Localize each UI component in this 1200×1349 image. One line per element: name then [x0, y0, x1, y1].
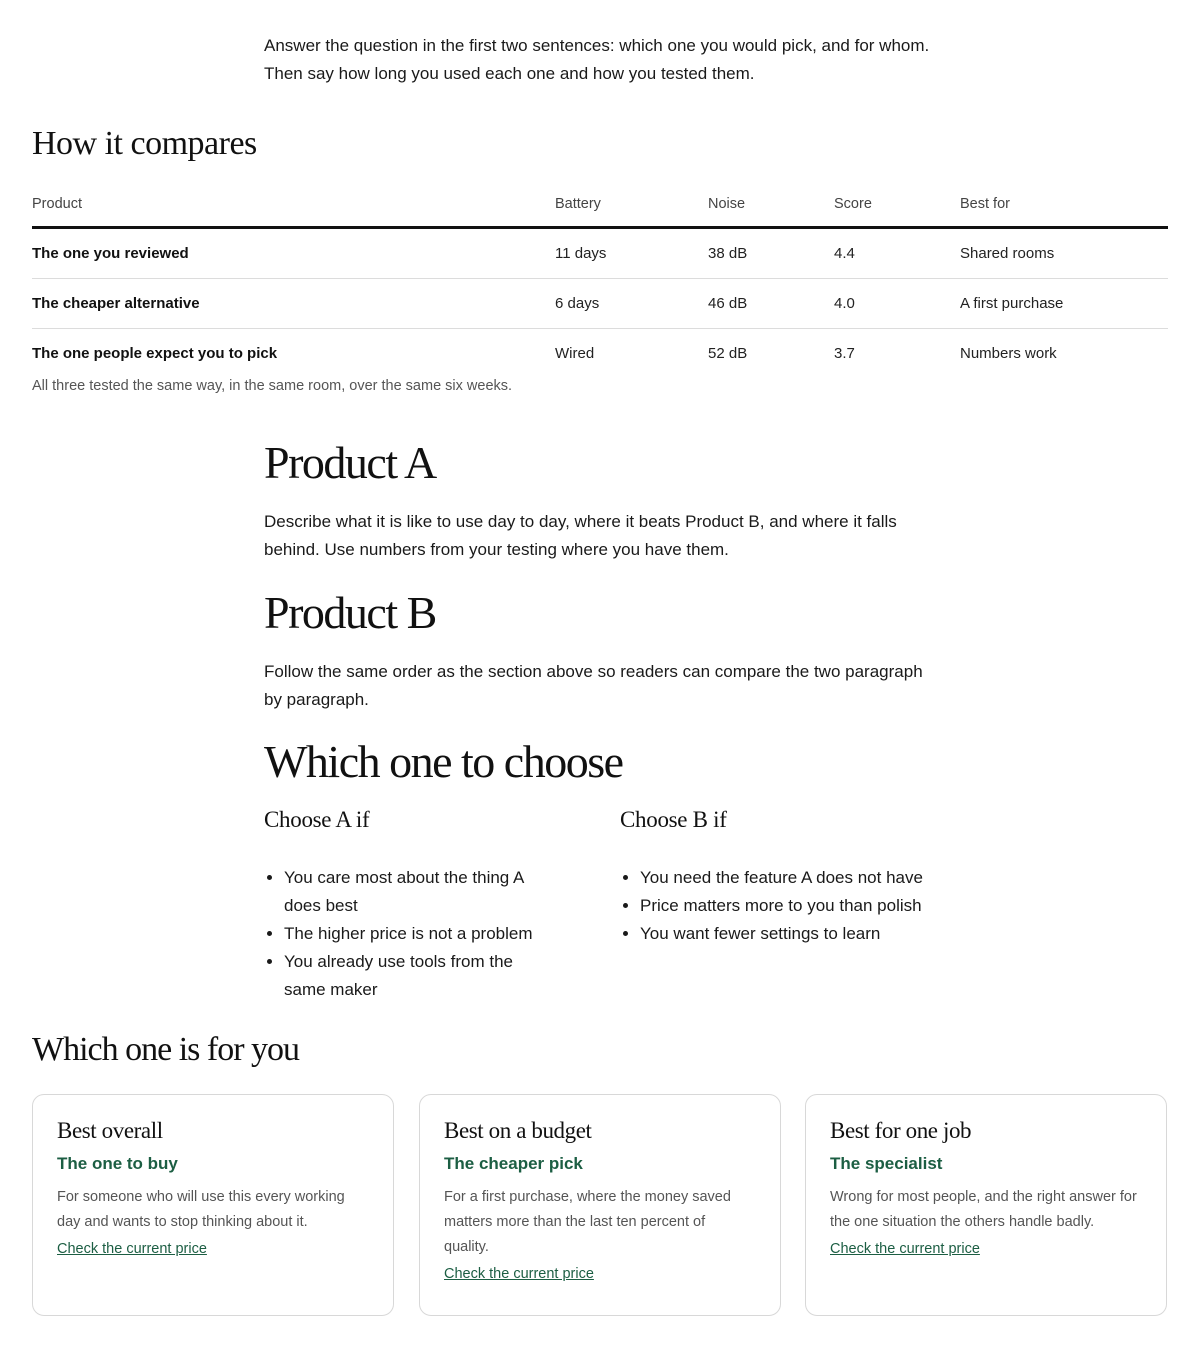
cell-battery: Wired — [555, 345, 595, 362]
cell-noise: 46 dB — [708, 279, 834, 329]
for-you-heading: Which one is for you — [32, 1031, 300, 1068]
cell-product: The cheaper alternative — [32, 279, 555, 329]
list-item: • You need the feature A does not have — [640, 864, 950, 892]
product-b-heading: Product B — [264, 587, 436, 638]
card-best-budget — [419, 1094, 781, 1316]
check-price-link[interactable]: Check the current price — [57, 1241, 207, 1257]
column-header-noise: Noise — [708, 182, 834, 228]
list-item: • You care most about the thing A does best — [284, 864, 554, 920]
product-b-paragraph: Follow the same order as the section above so readers can compare the two paragraph by paragraph. — [264, 662, 923, 709]
card-title: Best for one job — [830, 1118, 972, 1143]
choose-a-column — [264, 806, 554, 1004]
table-row — [32, 228, 1168, 279]
table-row — [32, 279, 1168, 329]
choose-b-list — [620, 864, 950, 948]
cell-score: 4.4 — [834, 228, 960, 279]
product-a-heading: Product A — [264, 437, 436, 488]
cell-best-for: Numbers work — [960, 345, 1057, 362]
cell-score: 3.7 — [834, 345, 855, 362]
cell-best-for: A first purchase — [960, 279, 1168, 329]
table-row — [32, 329, 1168, 379]
card-description: For a first purchase, where the money saved matters more than the last ten percent of quality. — [444, 1189, 731, 1255]
product-a-paragraph: Describe what it is like to use day to day, where it beats Product B, and where it falls behind. Use numbers from your testing where you have them. — [264, 512, 897, 559]
cell-best-for: Shared rooms — [960, 228, 1168, 279]
list-item: • Price matters more to you than polish — [640, 892, 950, 920]
table-caption: All three tested the same way, in the same room, over the same six weeks. — [32, 378, 513, 394]
card-subtitle: The one to buy — [57, 1154, 178, 1173]
table-header-row — [32, 182, 1168, 228]
card-subtitle: The specialist — [830, 1154, 943, 1173]
card-title: Best on a budget — [444, 1118, 592, 1143]
cell-score: 4.0 — [834, 279, 960, 329]
list-item: • You want fewer settings to learn — [640, 920, 950, 948]
card-title: Best overall — [57, 1118, 163, 1143]
card-best-overall — [32, 1094, 394, 1316]
card-subtitle: The cheaper pick — [444, 1154, 583, 1173]
column-header-product: Product — [32, 182, 555, 228]
choose-a-title: Choose A if — [264, 807, 370, 832]
card-best-one-job — [805, 1094, 1167, 1316]
check-price-link[interactable]: Check the current price — [830, 1241, 980, 1257]
check-price-link[interactable]: Check the current price — [444, 1266, 594, 1282]
comparison-table — [32, 182, 1168, 378]
column-header-best-for: Best for — [960, 182, 1168, 228]
choose-a-list — [264, 864, 554, 1004]
compare-heading: How it compares — [32, 125, 257, 162]
card-description: Wrong for most people, and the right answer for the one situation the others handle badly. — [830, 1189, 1137, 1230]
choose-b-column — [620, 806, 950, 948]
card-description: For someone who will use this every working day and wants to stop thinking about it. — [57, 1189, 345, 1230]
cell-battery: 11 days — [555, 228, 708, 279]
choose-b-title: Choose B if — [620, 807, 727, 832]
intro-paragraph: Answer the question in the first two sentences: which one you would pick, and for whom. Then say how long you used each one and how you tested them. — [264, 36, 930, 83]
cell-battery: 6 days — [555, 279, 708, 329]
cell-product: The one people expect you to pick — [32, 345, 278, 362]
column-header-score: Score — [834, 182, 960, 228]
cell-product: The one you reviewed — [32, 228, 555, 279]
column-header-battery: Battery — [555, 182, 708, 228]
choose-heading: Which one to choose — [264, 736, 623, 787]
cell-noise: 52 dB — [708, 345, 748, 362]
cell-noise: 38 dB — [708, 228, 834, 279]
list-item: • You already use tools from the same maker — [284, 948, 554, 1004]
list-item: • The higher price is not a problem — [284, 920, 554, 948]
